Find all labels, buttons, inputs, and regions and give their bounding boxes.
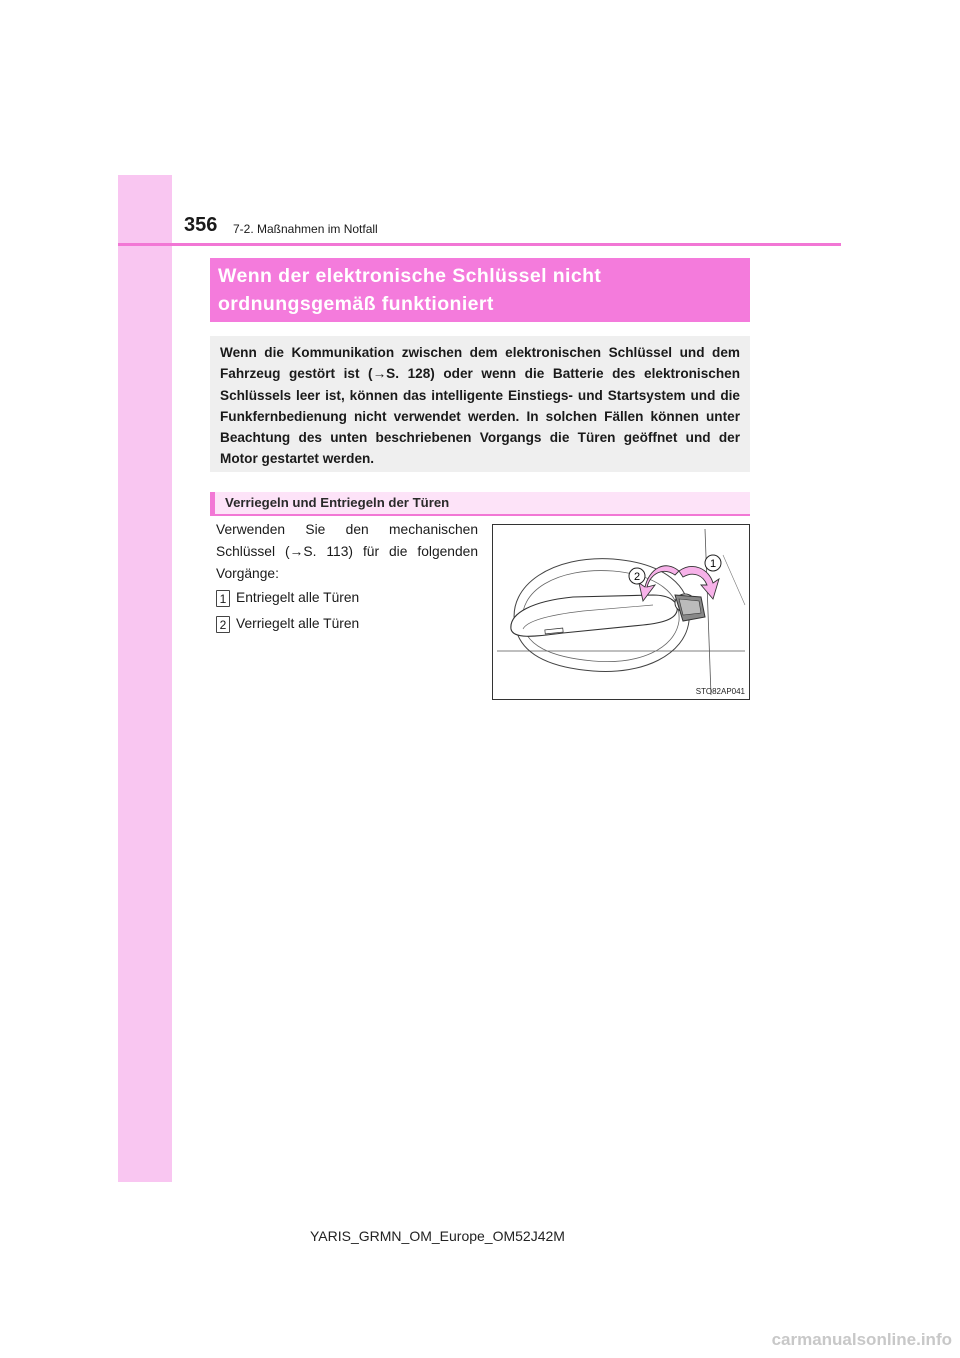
figure-callout-1: 1 [709,558,717,570]
intro-box [210,336,750,472]
page-number: 356 [184,214,218,236]
figure-code: STO82AP041 [695,687,745,696]
section-title [210,258,750,322]
subsection-marker [210,492,215,514]
intro-text: Wenn die Kommunikation zwischen dem elektronischen Schlüssel und dem Fahrzeug gestört ist (→S. 128) oder wenn die Batterie des elektronischen Schlüssels leer ist, können das intelligente Einstiegs- und Startsystem und die Funkfernbedienung nicht verwendet werden. In solchen Fällen können unter Beachtung des unten beschriebenen Vorgangs die Türen geöffnet und der Motor gestartet werden. [220,345,740,467]
step-number-2: 2 [216,616,230,633]
step-item-1 [216,588,359,608]
step-text-2: Verriegelt alle Türen [236,616,360,631]
door-handle-figure [492,524,750,700]
watermark: carmanualsonline.info [771,1330,952,1349]
section-reference: 7-2. Maßnahmen im Notfall [233,222,378,236]
figure-callout-2: 2 [633,571,641,583]
subsection-header [210,492,750,516]
body-paragraph: Verwenden Sie den mechanischen Schlüssel (→S. 113) für die folgenden Vorgänge: [216,522,478,581]
section-title-line-2: ordnungsgemäß funktioniert [218,293,494,315]
side-tab-band [118,175,172,1182]
section-title-line-1: Wenn der elektronische Schlüssel nicht [218,265,602,287]
subsection-title: Verriegeln und Entriegeln der Türen [225,495,450,510]
footer-document-id: YARIS_GRMN_OM_Europe_OM52J42M [310,1228,565,1244]
door-handle-key-illustration [493,525,749,699]
step-text-1: Entriegelt alle Türen [236,590,360,605]
header-divider [118,243,841,246]
step-item-2 [216,614,359,634]
step-number-1: 1 [216,590,230,607]
